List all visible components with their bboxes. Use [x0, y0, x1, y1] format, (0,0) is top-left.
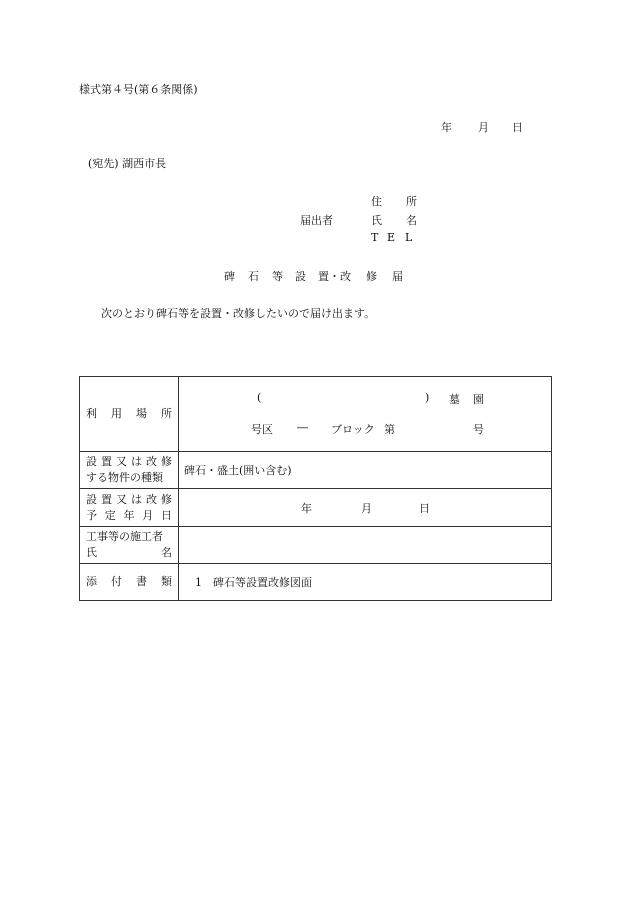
block-label: ブロック — [331, 423, 375, 436]
item-label-line2: する物件の種類 — [86, 471, 163, 484]
row-attachments — [80, 564, 552, 601]
item-value-cell[interactable] — [179, 452, 552, 489]
attachments-label-char: 類 — [161, 575, 172, 588]
location-label-char: 場 — [136, 407, 147, 420]
date-day-label: 日 — [512, 121, 523, 134]
attachments-label-char: 書 — [136, 575, 147, 588]
address-label-2: 所 — [406, 195, 417, 208]
location-label-cell — [80, 377, 179, 452]
item-label-char: 又 — [116, 455, 127, 468]
item-value: 碑石・盛土(囲い含む) — [184, 464, 292, 477]
title-char-3: 等 — [272, 270, 283, 283]
schedule-label-char: 改 — [146, 492, 157, 506]
row-location — [80, 377, 552, 452]
schedule-label-char: 又 — [116, 492, 127, 506]
schedule-label-char: 予 — [86, 508, 97, 522]
title-char-5: 置・改 — [318, 270, 351, 283]
location-label-char: 用 — [111, 407, 122, 420]
item-label-char: 置 — [101, 455, 112, 468]
contractor-label-line1: 工事等の施工者 — [86, 530, 163, 543]
application-table — [79, 376, 552, 601]
schedule-label-char: 定 — [104, 508, 116, 522]
attachments-label-char: 添 — [86, 575, 97, 588]
contractor-label-char: 氏 — [86, 546, 97, 559]
item-label-char: 修 — [161, 455, 172, 468]
open-paren: ( — [257, 391, 262, 404]
item-label-char: は — [131, 455, 142, 468]
tel-label-t: T — [371, 231, 379, 244]
cemetery-char-2: 園 — [473, 393, 484, 406]
title-char-4: 設 — [295, 270, 306, 283]
tel-label-l: L — [405, 231, 413, 244]
dai-label: 第 — [384, 423, 395, 436]
row-contractor — [80, 527, 552, 564]
contractor-label-cell — [80, 527, 179, 564]
schedule-label-char: は — [131, 492, 142, 506]
close-paren: ) — [425, 391, 430, 404]
form-number: 様式第４号(第６条関係) — [79, 83, 198, 96]
item-label-cell — [80, 452, 179, 489]
attachments-label-cell — [80, 564, 179, 601]
date-year-label: 年 — [441, 121, 452, 134]
schedule-label-char: 日 — [161, 508, 172, 522]
schedule-label-cell — [80, 489, 179, 527]
schedule-day-label: 日 — [419, 502, 430, 515]
contractor-value-cell[interactable] — [179, 527, 552, 564]
title-char-2: 石 — [248, 270, 259, 283]
go-label: 号 — [473, 423, 484, 436]
row-item — [80, 452, 552, 489]
attachments-label-char: 付 — [111, 575, 122, 588]
row-schedule — [80, 489, 552, 527]
plot-number-label: 号区 — [251, 423, 273, 436]
intro-text: 次のとおり碑石等を設置・改修したいので届け出ます。 — [101, 307, 376, 320]
item-label-char: 改 — [146, 455, 157, 468]
cemetery-char-1: 墓 — [449, 393, 460, 406]
schedule-label-char: 年 — [123, 508, 135, 522]
title-char-6: 修 — [366, 270, 377, 283]
title-char-7: 届 — [392, 270, 403, 283]
dash-separator: ― — [297, 421, 308, 434]
schedule-month-label: 月 — [361, 502, 372, 515]
location-value-cell[interactable] — [179, 377, 552, 452]
date-month-label: 月 — [478, 121, 489, 134]
attachments-value-cell[interactable] — [179, 564, 552, 601]
name-label-1: 氏 — [371, 214, 382, 227]
schedule-label-char: 設 — [86, 492, 97, 506]
addressee: (宛先) 湖西市長 — [88, 157, 167, 170]
location-label-char: 利 — [86, 407, 97, 420]
schedule-label-char: 月 — [142, 508, 154, 522]
schedule-label-char: 置 — [101, 492, 112, 506]
contractor-label-char: 名 — [161, 546, 172, 559]
tel-label-e: E — [387, 231, 396, 244]
name-label-2: 名 — [406, 214, 417, 227]
location-label-char: 所 — [161, 407, 172, 420]
item-label-char: 設 — [86, 455, 97, 468]
schedule-year-label: 年 — [301, 502, 312, 515]
title-char-1: 碑 — [224, 270, 235, 283]
schedule-label-char: 修 — [161, 492, 172, 506]
schedule-value-cell[interactable] — [179, 489, 552, 527]
address-label-1: 住 — [371, 195, 382, 208]
attachments-value: 1 碑石等設置改修図面 — [195, 576, 312, 589]
applicant-label: 届出者 — [300, 214, 333, 227]
